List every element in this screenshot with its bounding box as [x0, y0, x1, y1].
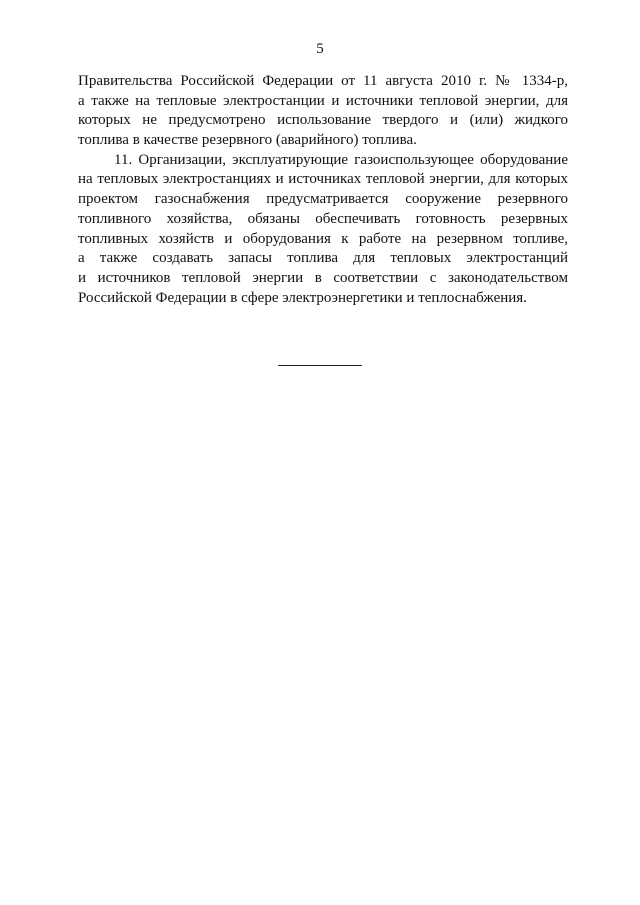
end-separator-line: [278, 365, 362, 366]
text-line: а также создавать запасы топлива для тепловых электростанций: [78, 250, 568, 267]
text-line: а также на тепловые электростанции и источники тепловой энергии, для: [78, 92, 568, 109]
document-body: [78, 72, 568, 308]
text-line: которых не предусмотрено использование твердого и (или) жидкого: [78, 112, 568, 129]
text-line: и источников тепловой энергии в соответствии с законодательством: [78, 269, 568, 286]
text-line: проектом газоснабжения предусматривается сооружение резервного: [78, 191, 568, 208]
text-line: на тепловых электростанциях и источниках тепловой энергии, для которых: [78, 171, 568, 188]
paragraph-2: [78, 151, 568, 309]
text-line: Российской Федерации в сфере электроэнергетики и теплоснабжения.: [78, 289, 527, 306]
text-line: топливного хозяйства, обязаны обеспечивать готовность резервных: [78, 210, 568, 227]
text-line: Правительства Российской Федерации от 11 августа 2010 г. № 1334-р,: [78, 73, 568, 89]
text-line: топливных хозяйств и оборудования к работе на резервном топливе,: [78, 230, 568, 247]
text-line: 11. Организации, эксплуатирующие газоиспользующее оборудование: [114, 151, 568, 168]
text-line: топлива в качестве резервного (аварийного) топлива.: [78, 132, 417, 149]
page-number: 5: [316, 41, 324, 57]
paragraph-1: [78, 72, 568, 151]
